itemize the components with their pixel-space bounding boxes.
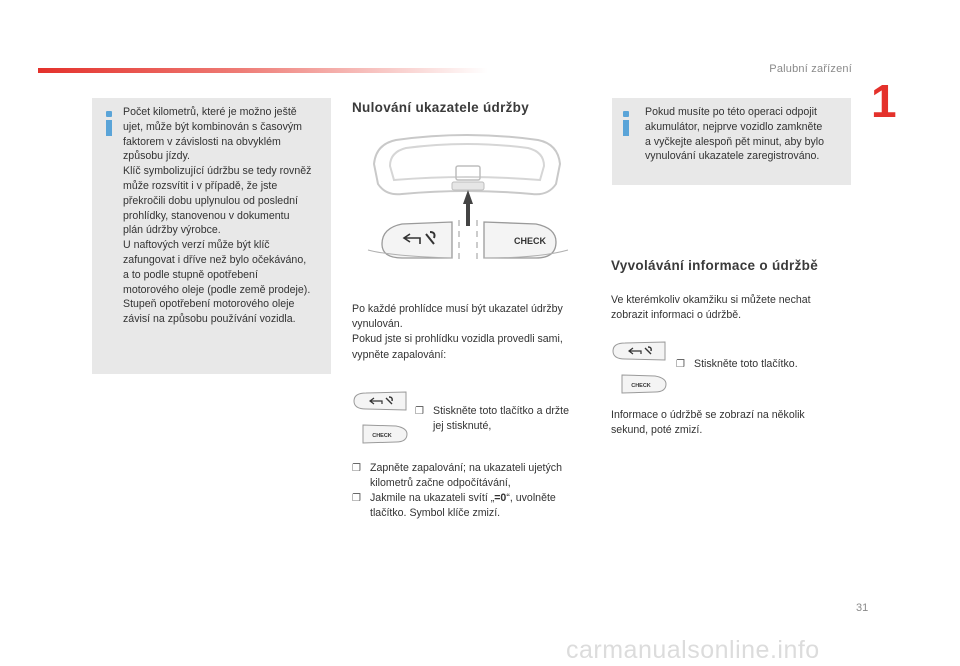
left-info-box — [92, 98, 331, 374]
display-step-text: Stiskněte toto tlačítko. — [694, 358, 798, 370]
reset-step-3-bold: =0 — [494, 492, 507, 504]
watermark: carmanualsonline.info — [566, 636, 820, 664]
display-section-title: Vyvolávání informace o údržbě — [611, 258, 819, 273]
checkbox-bullet-icon: ❐ — [352, 493, 361, 504]
arrow-up-icon — [463, 190, 473, 204]
left-info-text: Počet kilometrů, které je možno ještě ujet, může být kombinován s časovým faktorem v závislosti na obvyklém způsobu jízdy. Klíč symbolizující údržbu se tedy rovněž může rozsvítit i v případě, že jste překročili dobu uplynulou od poslední prohlídky, stanovenou v dokumentu plán údržby výrobce. U naftových verzí může být klíč zafungovat i dříve než bylo očekáváno, a to podle stupně opotřebení motorového oleje (podle země prodeje). Stupeň opotřebení motorového oleje závisí na způsobu používání vozidla. — [123, 106, 312, 326]
small-check-label: CHECK — [372, 433, 392, 439]
check-button-label: CHECK — [513, 236, 547, 246]
reset-button-small — [611, 341, 667, 361]
page-number: 31 — [856, 602, 869, 614]
checkbox-bullet-icon: ❐ — [352, 463, 361, 474]
reset-wrench-icon — [368, 222, 452, 258]
reset-section-title: Nulování ukazatele údržby — [352, 100, 530, 115]
display-intro-text: Ve kterémkoliv okamžiku si můžete nechat zobrazit informaci o údržbě. — [611, 294, 811, 322]
reset-step-1-text: Stiskněte toto tlačítko a držte jej stisknuté, — [433, 405, 570, 432]
reset-step-2-text: Zapněte zapalování; na ukazateli ujetých kilometrů začne odpočítávání, — [370, 462, 562, 489]
display-outro-text: Informace o údržbě se zobrazí na několik sekund, poté zmizí. — [611, 409, 805, 437]
info-icon — [104, 111, 114, 137]
info-icon — [621, 111, 631, 137]
reset-step-3-prefix: Jakmile na ukazateli svítí „ — [370, 492, 495, 504]
small-check-label: CHECK — [631, 383, 651, 389]
dashboard-diagram — [360, 134, 575, 264]
check-button-small — [621, 374, 667, 394]
check-button-small — [362, 424, 408, 444]
right-info-text: Pokud musíte po této operaci odpojit akumulátor, nejprve vozidlo zamkněte a vyčkejte alespoň pět minut, aby bylo vynulování ukazatele zaregistrováno. — [645, 106, 825, 163]
checkbox-bullet-icon: ❐ — [676, 359, 685, 370]
section-title: Palubní zařízení — [769, 63, 852, 75]
reset-button-small — [352, 391, 408, 411]
header-accent-bar — [38, 68, 488, 73]
checkbox-bullet-icon: ❐ — [415, 406, 424, 417]
reset-step-3-suffix: “, uvolněte tlačítko. Symbol klíče zmizí. — [370, 492, 556, 519]
reset-intro-text: Po každé prohlídce musí být ukazatel údržby vynulován. Pokud jste si prohlídku vozidla provedli sami, vypněte zapalování: — [352, 303, 563, 361]
chapter-number: 1 — [871, 75, 897, 127]
right-info-box — [612, 98, 851, 185]
